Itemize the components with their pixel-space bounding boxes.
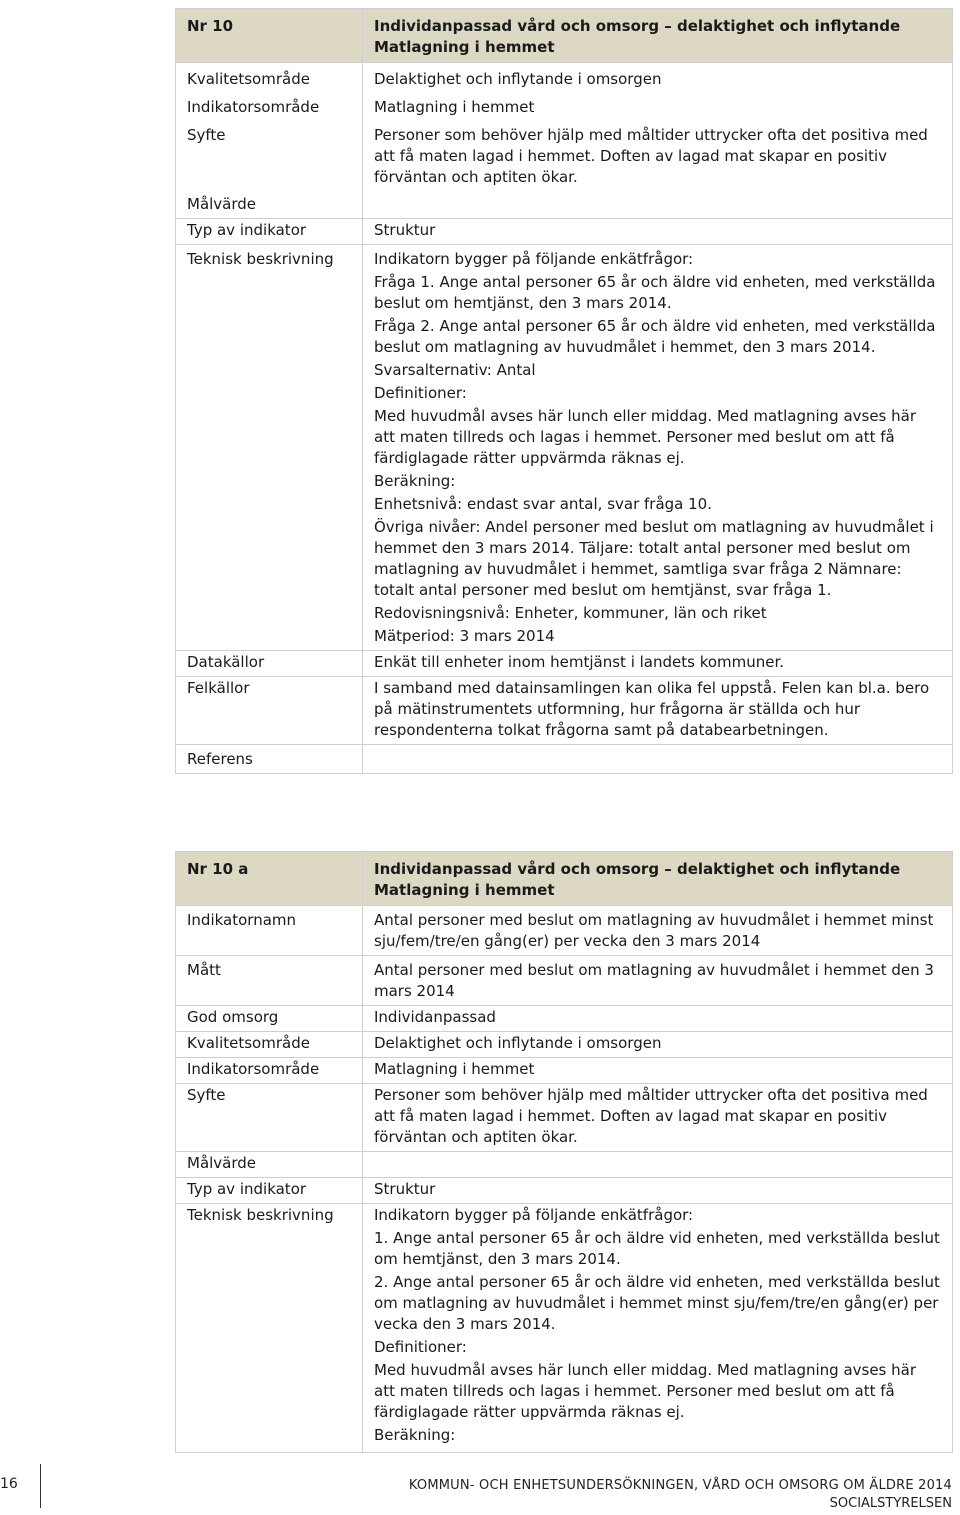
row-typ-av-indikator <box>176 1178 953 1204</box>
label-kvalitetsomrade: Kvalitetsområde <box>176 63 363 94</box>
footer-title: KOMMUN- OCH ENHETSUNDERSÖKNINGEN, VÅRD OCH OMSORG OM ÄLDRE 2014 <box>408 1478 952 1493</box>
indicator-heading <box>363 9 953 63</box>
teknisk-line: Definitioner: <box>374 1338 467 1356</box>
value-typ-av-indikator: Struktur <box>363 219 953 245</box>
value-typ-av-indikator: Struktur <box>363 1178 953 1204</box>
value-kvalitetsomrade: Delaktighet och inflytande i omsorgen <box>363 1032 953 1058</box>
teknisk-line: Definitioner: <box>374 384 467 402</box>
label-datakallor: Datakällor <box>176 651 363 677</box>
teknisk-line: Svarsalternativ: Antal <box>374 361 536 379</box>
value-syfte: Personer som behöver hjälp med måltider uttrycker ofta det positiva med att få maten lagad i hemmet. Doften av lagad mat skapar en positiv förväntan och aptiten ökar. <box>363 121 953 191</box>
indicator-table-nr10a <box>175 851 953 1453</box>
teknisk-line: Beräkning: <box>374 1426 456 1444</box>
row-teknisk-beskrivning <box>176 1204 953 1453</box>
row-malvarde <box>176 191 953 219</box>
value-god-omsorg: Individanpassad <box>363 1006 953 1032</box>
footer-divider <box>40 1464 41 1508</box>
row-indikatornamn <box>176 906 953 956</box>
value-teknisk-beskrivning <box>363 1204 953 1453</box>
teknisk-line: Övriga nivåer: Andel personer med beslut om matlagning av huvudmålet i hemmet den 3 mars 2014. Täljare: totalt antal personer med beslut om matlagning av huvudmålet i hemmet, samtliga svar fråga 2 Nämnare: totalt antal personer med beslut om hemtjänst, svar fråga 1. <box>374 518 934 599</box>
row-syfte <box>176 121 953 191</box>
label-typ-av-indikator: Typ av indikator <box>176 219 363 245</box>
label-indikatornamn: Indikatornamn <box>176 906 363 956</box>
value-malvarde <box>363 191 953 219</box>
row-referens <box>176 745 953 774</box>
heading-line-1: Individanpassad vård och omsorg – delaktighet och inflytande <box>374 17 901 35</box>
value-datakallor: Enkät till enheter inom hemtjänst i landets kommuner. <box>363 651 953 677</box>
indicator-heading <box>363 852 953 906</box>
label-indikatorsomrade: Indikatorsområde <box>176 1058 363 1084</box>
row-kvalitetsomrade <box>176 1032 953 1058</box>
indicator-table-nr10 <box>175 8 953 774</box>
value-malvarde <box>363 1152 953 1178</box>
teknisk-line: Redovisningsnivå: Enheter, kommuner, län och riket <box>374 604 767 622</box>
teknisk-line: Enhetsnivå: endast svar antal, svar fråga 10. <box>374 495 712 513</box>
label-malvarde: Målvärde <box>176 1152 363 1178</box>
value-teknisk-beskrivning <box>363 245 953 651</box>
page-number: 16 <box>0 1476 18 1492</box>
label-kvalitetsomrade: Kvalitetsområde <box>176 1032 363 1058</box>
value-indikatornamn: Antal personer med beslut om matlagning av huvudmålet i hemmet minst sju/fem/tre/en gång(er) per vecka den 3 mars 2014 <box>363 906 953 956</box>
teknisk-line: Fråga 2. Ange antal personer 65 år och äldre vid enheten, med verkställda beslut om matlagning av huvudmålet i hemmet, den 3 mars 2014. <box>374 317 936 356</box>
row-felkallor <box>176 677 953 745</box>
teknisk-line: 2. Ange antal personer 65 år och äldre vid enheten, med verkställda beslut om matlagning av huvudmålet i hemmet minst sju/fem/tre/en gång(er) per vecka den 3 mars 2014. <box>374 1273 940 1333</box>
label-indikatorsomrade: Indikatorsområde <box>176 93 363 121</box>
row-teknisk-beskrivning <box>176 245 953 651</box>
indicator-number: Nr 10 <box>176 9 363 63</box>
table-header-row <box>176 9 953 63</box>
value-matt: Antal personer med beslut om matlagning av huvudmålet i hemmet den 3 mars 2014 <box>363 956 953 1006</box>
value-felkallor: I samband med datainsamlingen kan olika fel uppstå. Felen kan bl.a. bero på mätinstrumentets utformning, hur frågorna är ställda och hur respondenterna tolkat frågorna samt på databearbetningen. <box>363 677 953 745</box>
teknisk-line: Med huvudmål avses här lunch eller middag. Med matlagning avses här att maten tillreds och lagas i hemmet. Personer med beslut om att få färdiglagade rätter uppvärmda räknas ej. <box>374 1361 917 1421</box>
teknisk-line: Beräkning: <box>374 472 456 490</box>
label-matt: Mått <box>176 956 363 1006</box>
label-teknisk-beskrivning: Teknisk beskrivning <box>176 1204 363 1453</box>
label-felkallor: Felkällor <box>176 677 363 745</box>
row-kvalitetsomrade <box>176 63 953 94</box>
value-syfte: Personer som behöver hjälp med måltider uttrycker ofta det positiva med att få maten lagad i hemmet. Doften av lagad mat skapar en positiv förväntan och aptiten ökar. <box>363 1084 953 1152</box>
value-indikatorsomrade: Matlagning i hemmet <box>363 1058 953 1084</box>
label-syfte: Syfte <box>176 121 363 191</box>
indicator-number: Nr 10 a <box>176 852 363 906</box>
row-god-omsorg <box>176 1006 953 1032</box>
row-indikatorsomrade <box>176 1058 953 1084</box>
row-typ-av-indikator <box>176 219 953 245</box>
teknisk-line: 1. Ange antal personer 65 år och äldre vid enheten, med verkställda beslut om hemtjänst, den 3 mars 2014. <box>374 1229 940 1268</box>
row-datakallor <box>176 651 953 677</box>
teknisk-line: Fråga 1. Ange antal personer 65 år och äldre vid enheten, med verkställda beslut om hemtjänst, den 3 mars 2014. <box>374 273 936 312</box>
value-kvalitetsomrade: Delaktighet och inflytande i omsorgen <box>363 63 953 94</box>
row-matt <box>176 956 953 1006</box>
row-indikatorsomrade <box>176 93 953 121</box>
label-typ-av-indikator: Typ av indikator <box>176 1178 363 1204</box>
heading-line-1: Individanpassad vård och omsorg – delaktighet och inflytande <box>374 860 901 878</box>
label-referens: Referens <box>176 745 363 774</box>
label-teknisk-beskrivning: Teknisk beskrivning <box>176 245 363 651</box>
row-malvarde <box>176 1152 953 1178</box>
table-header-row <box>176 852 953 906</box>
label-malvarde: Målvärde <box>176 191 363 219</box>
teknisk-line: Med huvudmål avses här lunch eller middag. Med matlagning avses här att maten tillreds och lagas i hemmet. Personer med beslut om att få färdiglagade rätter uppvärmda räknas ej. <box>374 407 917 467</box>
heading-line-2: Matlagning i hemmet <box>374 881 555 899</box>
row-syfte <box>176 1084 953 1152</box>
value-indikatorsomrade: Matlagning i hemmet <box>363 93 953 121</box>
label-god-omsorg: God omsorg <box>176 1006 363 1032</box>
heading-line-2: Matlagning i hemmet <box>374 38 555 56</box>
label-syfte: Syfte <box>176 1084 363 1152</box>
teknisk-line: Mätperiod: 3 mars 2014 <box>374 627 555 645</box>
footer-publisher: SOCIALSTYRELSEN <box>829 1496 952 1511</box>
teknisk-line: Indikatorn bygger på följande enkätfrågor: <box>374 1206 694 1224</box>
teknisk-line: Indikatorn bygger på följande enkätfrågor: <box>374 250 694 268</box>
value-referens <box>363 745 953 774</box>
